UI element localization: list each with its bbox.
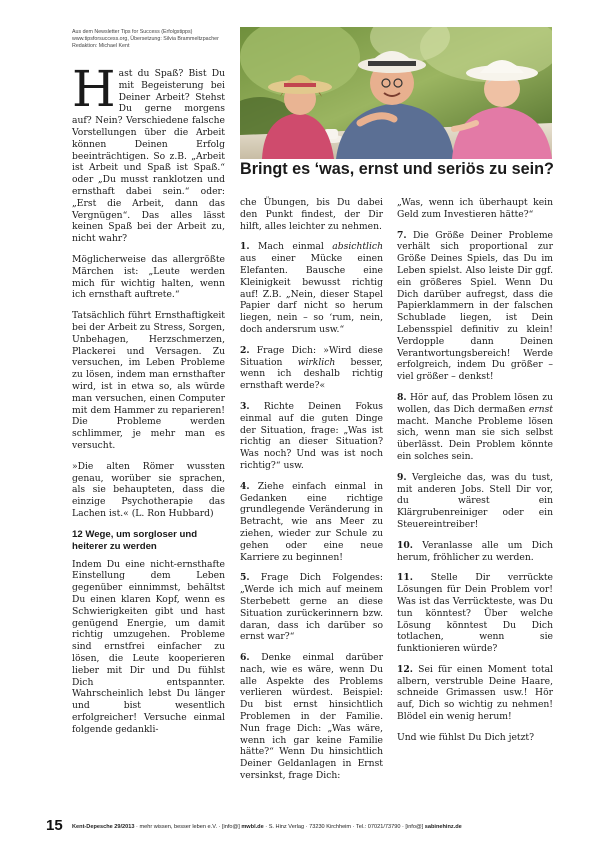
item-number: 10. <box>397 539 413 551</box>
column-2 <box>240 197 383 791</box>
item-text: Frage Dich: »Wird diese Situation <box>240 344 383 368</box>
item-text: macht. Manche Probleme lösen sich, wenn man sie sich selbst überlässt. Dein Problem könnte ein solches sein. <box>397 415 553 462</box>
footer-text: · mehr wissen, besser leben e.V. · [info@] <box>134 824 242 830</box>
list-item <box>240 481 383 564</box>
list-item <box>397 540 553 564</box>
credit-line: Redaktion: Michael Kent <box>72 43 130 49</box>
footer-link[interactable]: sabinehinz.de <box>424 824 462 830</box>
article-headline: Bringt es ‘was, ernst und seriös zu sein? <box>240 160 554 178</box>
list-item <box>240 345 383 392</box>
item-text: Stelle Dir verrückte Lösungen für Dein Problem vor! Was ist das Verrückteste, was Du tun könntest? Über welche Lösung könntest Du Dich totlachen, wenn sie funktionieren würde? <box>397 572 553 655</box>
item-text: Ziehe einfach einmal in Gedanken eine richtige grundlegende Veränderung in Betracht, wie ans Meer zu ziehen, wieder zur Schule zu gehen oder eine neue Karriere zu beginnen! <box>240 480 383 563</box>
lead-paragraph <box>72 60 225 245</box>
page-number: 15 <box>46 817 63 834</box>
list-item <box>240 652 383 782</box>
quote-paragraph: »Die alten Römer wussten genau, worüber sie sprachen, als sie behaupteten, dass die einzige Psychotherapie das Lachen ist.« (L. Ron Hubbard) <box>72 460 225 519</box>
article-photo <box>240 27 552 159</box>
paragraph: „Was, wenn ich überhaupt kein Geld zum Investieren hätte?“ <box>397 197 553 220</box>
list-item <box>240 572 383 643</box>
list-item <box>397 392 553 463</box>
column-1 <box>72 60 225 745</box>
publication-issue: Kent-Depesche 29/2013 <box>72 824 135 830</box>
lead-text: ast du Spaß? Bist Du mit Begeisterung bei Deiner Arbeit? Stehst Du gerne morgens auf? Nein? Verschiedene falsche Vorstellungen über die Arbeit können Deinen Erfolg beeinträchtigen. So z.B. „Arbeit ist Arbeit und Spaß ist Spaß.“ oder „Du musst ranklotzen und ernsthaft dabei sein.“ oder: „Erst die Arbeit, dann das Vergnügen“. Das alles lässt keinen Spaß bei der Arbeit zu, nicht wahr? <box>72 68 225 245</box>
paragraph: Indem Du eine nicht-ernsthafte Einstellung dem Leben gegenüber einnimmst, behältst Du einen klaren Kopf, wenn es Schwierigkeiten gibt und hast genügend Energie, um damit richtig umzugehen. Probleme sind ernstfrei einfacher zu lösen, die Leute kooperieren lieber mit Dir und Du fühlst Dich entspannter. Wahrscheinlich lebst Du länger und bist wesentlich erfolgreicher! Versuche einmal folgende gedankli- <box>72 558 225 735</box>
list-item <box>397 472 553 531</box>
item-text: Mach einmal <box>249 241 333 253</box>
closing-question: Und wie fühlst Du Dich jetzt? <box>397 731 535 743</box>
item-text: Sei für einen Moment total albern, verstruble Deine Haare, schneide Grimassen usw.! Hör auf, Dich so wichtig zu nehmen! Blödel ein wenig herum! <box>397 663 553 723</box>
item-emphasis: absichtlich <box>332 241 383 253</box>
column-3 <box>397 197 553 753</box>
list-item <box>397 664 553 723</box>
credit-line: www.tipsforsuccess.org, Übersetzung: Silvia Brammeltzpacher <box>72 36 219 42</box>
item-number: 5. <box>240 572 250 584</box>
item-number: 2. <box>240 344 250 356</box>
item-number: 8. <box>397 391 407 403</box>
credit-line: Aus dem Newsletter Tips for Success (Erfolgstipps) <box>72 29 193 35</box>
drop-cap: H <box>72 60 116 118</box>
item-number: 3. <box>240 400 250 412</box>
item-text: Denke einmal darüber nach, wie es wäre, wenn Du alle Aspekte des Problems verlieren würdest. Beispiel: Du bist ernst hinsichtlich Problemen in der Familie. Nun frage Dich: „Was wäre, wenn ich gar keine Familie hätte?“ Wenn Du hinsichtlich Deiner Geldanlagen in Ernst versinkst, frage Dich: <box>240 652 383 782</box>
list-item <box>240 401 383 472</box>
footer-link[interactable]: mwbl.de <box>241 824 264 830</box>
paragraph: Tatsächlich führt Ernsthaftigkeit bei der Arbeit zu Stress, Sorgen, Unbehagen, Herzschmerzen, Plackerei und Versagen. Zu versuchen, im Leben Probleme zu lösen, indem man ernsthafter wird, ist in etwa so, als würde man versuchen, einen Computer mit dem Hammer zu reparieren! Die Probleme werden schlimmer, je mehr man es versucht. <box>72 310 225 451</box>
page-footer <box>72 824 557 830</box>
item-emphasis: wirklich <box>297 356 336 368</box>
photo-illustration <box>240 27 552 159</box>
item-number: 4. <box>240 480 250 492</box>
item-text: Vergleiche das, was du tust, mit anderen Jobs. Stell Dir vor, du wärest ein Klärgrubenreiniger oder ein Steuereintreiber! <box>397 471 553 530</box>
paragraph: Möglicherweise das allergrößte Märchen ist: „Leute werden mich für wichtig halten, wenn ich ernsthaft auftrete.“ <box>72 253 225 301</box>
item-number: 11. <box>397 572 413 584</box>
item-emphasis: ernst <box>528 403 553 415</box>
list-item <box>397 230 553 383</box>
item-text: besser, wenn ich deshalb richtig ernsthaft werde?« <box>240 356 383 392</box>
item-number: 7. <box>397 229 407 241</box>
item-number: 6. <box>240 652 250 664</box>
list-item <box>240 241 383 335</box>
item-text: Hör auf, das Problem lösen zu wollen, das Dich dermaßen <box>397 391 553 415</box>
item-number: 12. <box>397 663 413 675</box>
item-number: 9. <box>397 471 407 483</box>
translation-credit <box>72 29 232 50</box>
item-number: 1. <box>240 241 250 253</box>
item-text: Richte Deinen Fokus einmal auf die guten Dinge der Situation, frage: „Was ist richtig an dieser Situation? Was noch? Und was ist noch richtig?“ usw. <box>240 400 383 471</box>
section-subheading: 12 Wege, um sorgloser und heiterer zu werden <box>72 528 198 552</box>
item-text: Veranlasse alle um Dich herum, fröhlicher zu werden. <box>397 539 553 563</box>
footer-text: · S. Hinz Verlag · 73230 Kirchheim · Tel.: 07021/73790 · [info@] <box>263 824 425 830</box>
item-text: Die Größe Deiner Probleme verhält sich proportional zur Größe Deines Spiels, das Du im Leben spielst. Also leiste Dir ggf. ein größeres Spiel. Wenn Du Dich darüber aufregst, dass die Papierklammern in der falschen Schublade liegen, ist Dein Lebensspiel definitiv zu klein! Verdopple dann Deinen Verantwortungsbereich! Werde erfolgreich, indem Du größer – viel größer – denkst! <box>397 229 553 383</box>
list-item <box>397 572 553 655</box>
item-text: Frage Dich Folgendes: „Werde ich mich auf meinem Sterbebett gerne an diese Situation zurückerinnern bzw. daran, dass ich darüber so ernst war?“ <box>240 572 383 643</box>
item-text: aus einer Mücke einen Elefanten. Bausche eine Kleinigkeit bewusst richtig auf! Z.B. „Nein, dieser Stapel Papier darf nicht so herum liegen, nein – so ‘rum, nein, doch andersrum usw.“ <box>240 253 383 335</box>
paragraph: che Übungen, bis Du dabei den Punkt findest, der Dir hilft, alles leichter zu nehmen. <box>240 197 383 232</box>
